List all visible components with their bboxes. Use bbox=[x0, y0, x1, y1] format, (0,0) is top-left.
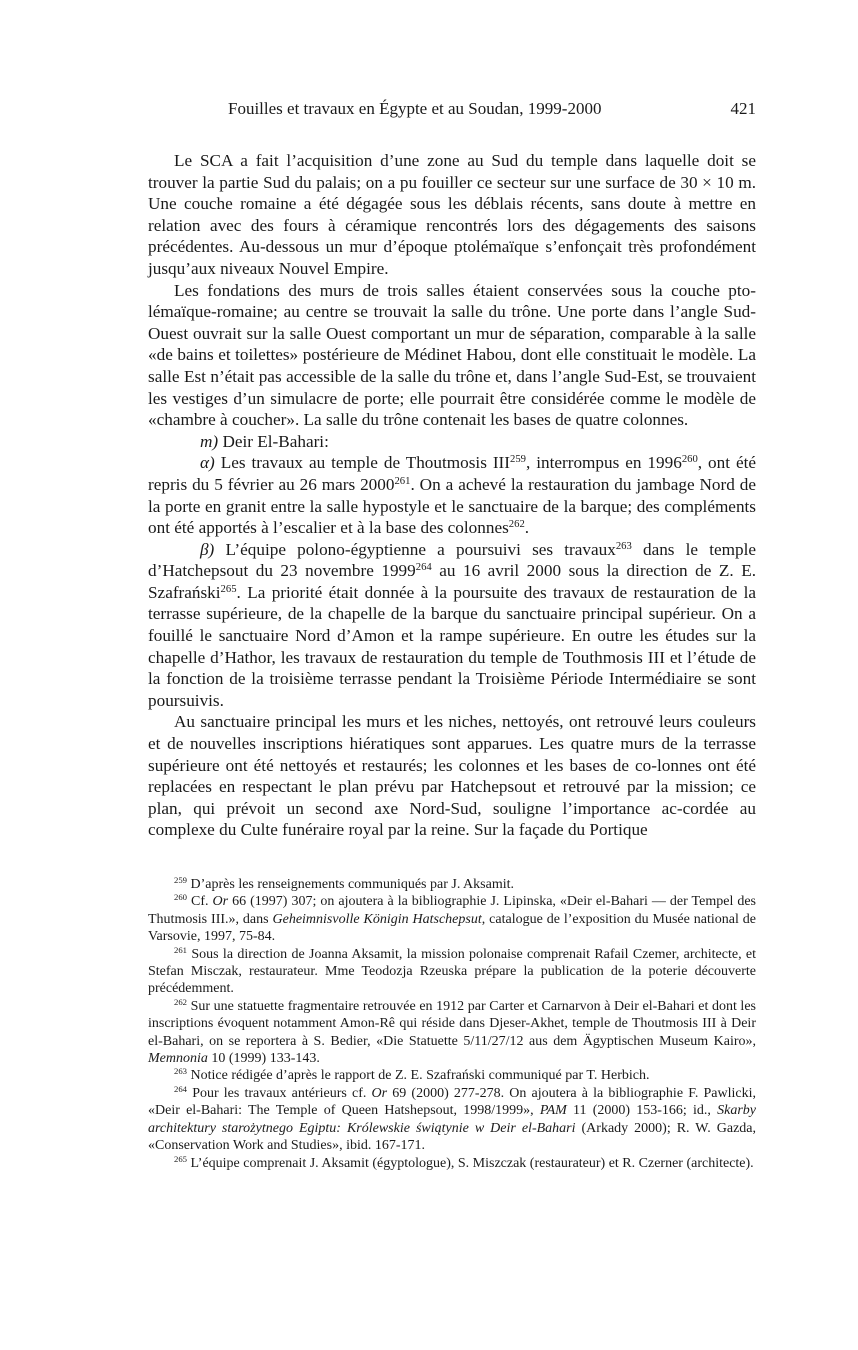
item-label-alpha: α) bbox=[200, 453, 215, 473]
footnote-ref: 265 bbox=[220, 584, 237, 596]
section-heading-deir-el-bahari bbox=[148, 431, 756, 453]
footnote-ref: 259 bbox=[510, 454, 526, 466]
footnote-261: $^{261}$ Sous la direction de Joanna Aksamit, la mission polonaise comprenait Rafail Czemer, architecte, et Stefan Misczak, restaurateur. Mme Teodozja Rzeuska prépare la publication de la poterie découverte précédemment. bbox=[148, 944, 757, 997]
paragraph-sanctuary: Au sanctuaire principal les murs et les niches, nettoyés, ont retrouvé leurs couleurs et de nouvelles inscriptions hiératiques sont apparues. Les quatre murs de la terrasse supérieure ont été nettoyés et restaurés; les colonnes et les bases de co-lonnes ont été replacées en respectant le plan prévu par Hatchepsout et retrouvé par la mission; ce plan, qui prévoit un second axe Nord-Sud, souligne l’importance ac-cordée au complexe du Culte funéraire royal par la reine. Sur la façade du Portique bbox=[148, 712, 756, 840]
paragraph-beta: β) L’équipe polono-égyptienne a poursuivi ses travaux$^{263}$ dans le temple d’Hatchepsout du 23 novembre 1999$^{264}$ au 16 avril 2000 sous la direction de Z. E. Szafrański$^{265}$. La priorité était donnée à la poursuite des travaux de restauration de la terrasse supérieure, de la chapelle de la barque du sanctuaire principal supérieur. On a fouillé le sanctuaire Nord d’Amon et la rampe supérieure. En outre les études sur la chapelle d’Hathor, les travaux de restauration du temple de Touthmosis III et l’étude de la fonction de la troisième terrasse pendant la Troisième Période Intermédiaire se sont poursuivis. bbox=[148, 539, 757, 710]
footnote-ref: 261 bbox=[394, 476, 411, 488]
footnote-265: $^{265}$ L’équipe comprenait J. Aksamit (égyptologue), S. Miszczak (restaurateur) et R. Czerner (architecte). bbox=[174, 1153, 754, 1171]
footnotes bbox=[148, 876, 756, 1172]
section-title: Deir El-Bahari: bbox=[222, 431, 329, 451]
paragraph-foundations: Les fondations des murs de trois salles étaient conservées sous la couche pto-lémaïque-romaine; au centre se trouvait la salle du trône. Une porte dans l’angle Sud-Ouest ouvrait sur la salle Ouest comportant un mur de séparation, comparable à la salle «de bains et toilettes» postérieure de Médinet Habou, dont elle constituait le modèle. La salle Est n’était pas accessible de la salle du trône et, dans l’angle Sud-Est, se trouvaient les vestiges d’un simulacre de porte; elle pourrait être considérée comme le modèle de «chambre à coucher». La salle du trône contenait les bases de quatre colonnes. bbox=[148, 280, 756, 430]
footnote-264: $^{264}$ Pour les travaux antérieurs cf. Or 69 (2000) 277-278. On ajoutera à la bibliographie F. Pawlicki, «Deir el-Bahari: The Temple of Queen Hatshepsout, 1998/1999», PAM 11 (2000) 153-166; id., Skarby architektury starożytnego Egiptu: Królewskie świątynie w Deir el-Bahari (Arkady 2000); R. W. Gazda, «Conservation Work and Studies», ibid. 167-171. bbox=[148, 1084, 757, 1154]
footnote-ref: 260 bbox=[681, 454, 698, 466]
page-number: 421 bbox=[730, 99, 756, 118]
paragraph-alpha: α) Les travaux au temple de Thoutmosis III$^{259}$, interrompus en 1996$^{260}$, ont été repris du 5 février au 26 mars 2000$^{261}$. On a achevé la restauration du jambage Nord de la porte en granit entre la salle hypostyle et le sanctuaire de la barque; des compléments ont été apportés à l’escalier et à la base des colonnes$^{262}$. bbox=[148, 453, 756, 538]
footnote-260: $^{260}$ Cf. Or 66 (1997) 307; on ajoutera à la bibliographie J. Lipinska, «Deir el-Bahari — der Tempel des Thutmosis III.», dans Geheimnisvolle Königin Hatschepsut, catalogue de l’exposition du Musée national de Varsovie, 1997, 75-84. bbox=[148, 892, 757, 945]
footnote-263: $^{263}$ Notice rédigée d’après le rapport de Z. E. Szafrański communiqué par T. Herbich. bbox=[174, 1066, 650, 1084]
running-title: Fouilles et travaux en Égypte et au Soudan, 1999-2000 bbox=[228, 99, 602, 118]
footnote-ref: 263 bbox=[615, 540, 632, 552]
footnote-259: $^{259}$ D’après les renseignements communiqués par J. Aksamit. bbox=[174, 875, 514, 892]
footnote-ref: 264 bbox=[415, 562, 432, 574]
footnote-262: $^{262}$ Sur une statuette fragmentaire retrouvée en 1912 par Carter et Carnarvon à Deir el-Bahari et dont les inscriptions évoquent notamment Amon-Rê qui réside dans Djeser-Akhet, temple de Thoutmosis III à Deir el-Bahari, on se reportera à S. Bedier, «Die Statuette 5/11/27/12 aus dem Ägyptischen Museum Kairo», Memnonia 10 (1999) 133-143. bbox=[148, 997, 756, 1067]
footnote-ref: 262 bbox=[508, 519, 525, 531]
section-label: m) bbox=[200, 431, 219, 451]
item-label-beta: β) bbox=[200, 539, 215, 559]
main-text bbox=[148, 150, 756, 841]
paragraph-sca-acquisition: Le SCA a fait l’acquisition d’une zone au Sud du temple dans laquelle doit se trouver la partie Sud du palais; on a pu fouiller ce secteur sur une surface de 30 × 10 m. Une couche romaine a été dégagée sous les déblais récents, sans doute à mettre en relation avec des fours à céramique rencontrés lors des dégagements des saisons précédentes. Au-dessous un mur d’époque ptolémaïque s’enfonçait très profondément jusqu’aux niveaux Nouvel Empire. bbox=[148, 151, 756, 278]
